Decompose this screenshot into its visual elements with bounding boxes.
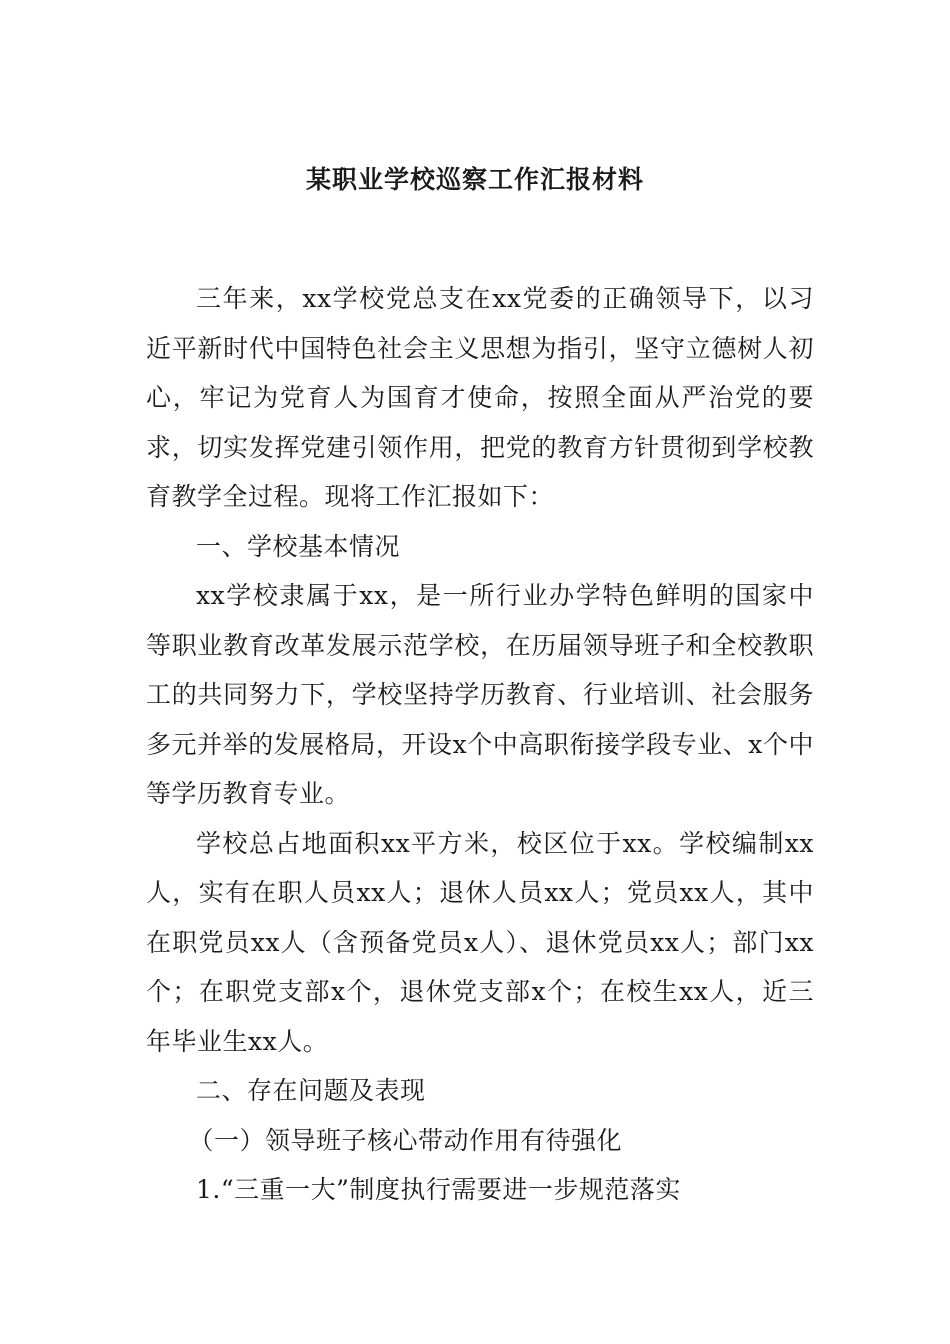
section-2-heading: 二、存在问题及表现 <box>196 1076 426 1105</box>
intro-paragraph: 三年来，xx学校党总支在xx党委的正确领导下，以习近平新时代中国特色社会主义思想为指引，坚守立德树人初心，牢记为党育人为国育才使命，按照全面从严治党的要求，切实发挥党建引领作用，把党的教育方针贯彻到学校教育教学全过程。现将工作汇报如下： <box>146 284 814 511</box>
section-1-paragraph-1: xx学校隶属于xx，是一所行业办学特色鲜明的国家中等职业教育改革发展示范学校，在历届领导班子和全校教职工的共同努力下，学校坚持学历教育、行业培训、社会服务多元并举的发展格局，开设x个中高职衔接学段专业、x个中等学历教育专业。 <box>146 581 814 808</box>
section-1-paragraph-2: 学校总占地面积xx平方米，校区位于xx。学校编制xx人，实有在职人员xx人；退休人员xx人；党员xx人，其中在职党员xx人（含预备党员x人）、退休党员xx人；部门xx个；在职党支部x个，退休党支部x个；在校生xx人，近三年毕业生xx人。 <box>146 828 814 1056</box>
document-title: 某职业学校巡察工作汇报材料 <box>305 165 644 194</box>
section-2-item-1: 1.“三重一大”制度执行需要进一步规范落实 <box>196 1175 681 1204</box>
document-body <box>146 274 814 1215</box>
section-2-subheading-1: （一）领导班子核心带动作用有待强化 <box>188 1125 623 1155</box>
section-1-heading: 一、学校基本情况 <box>196 531 401 561</box>
